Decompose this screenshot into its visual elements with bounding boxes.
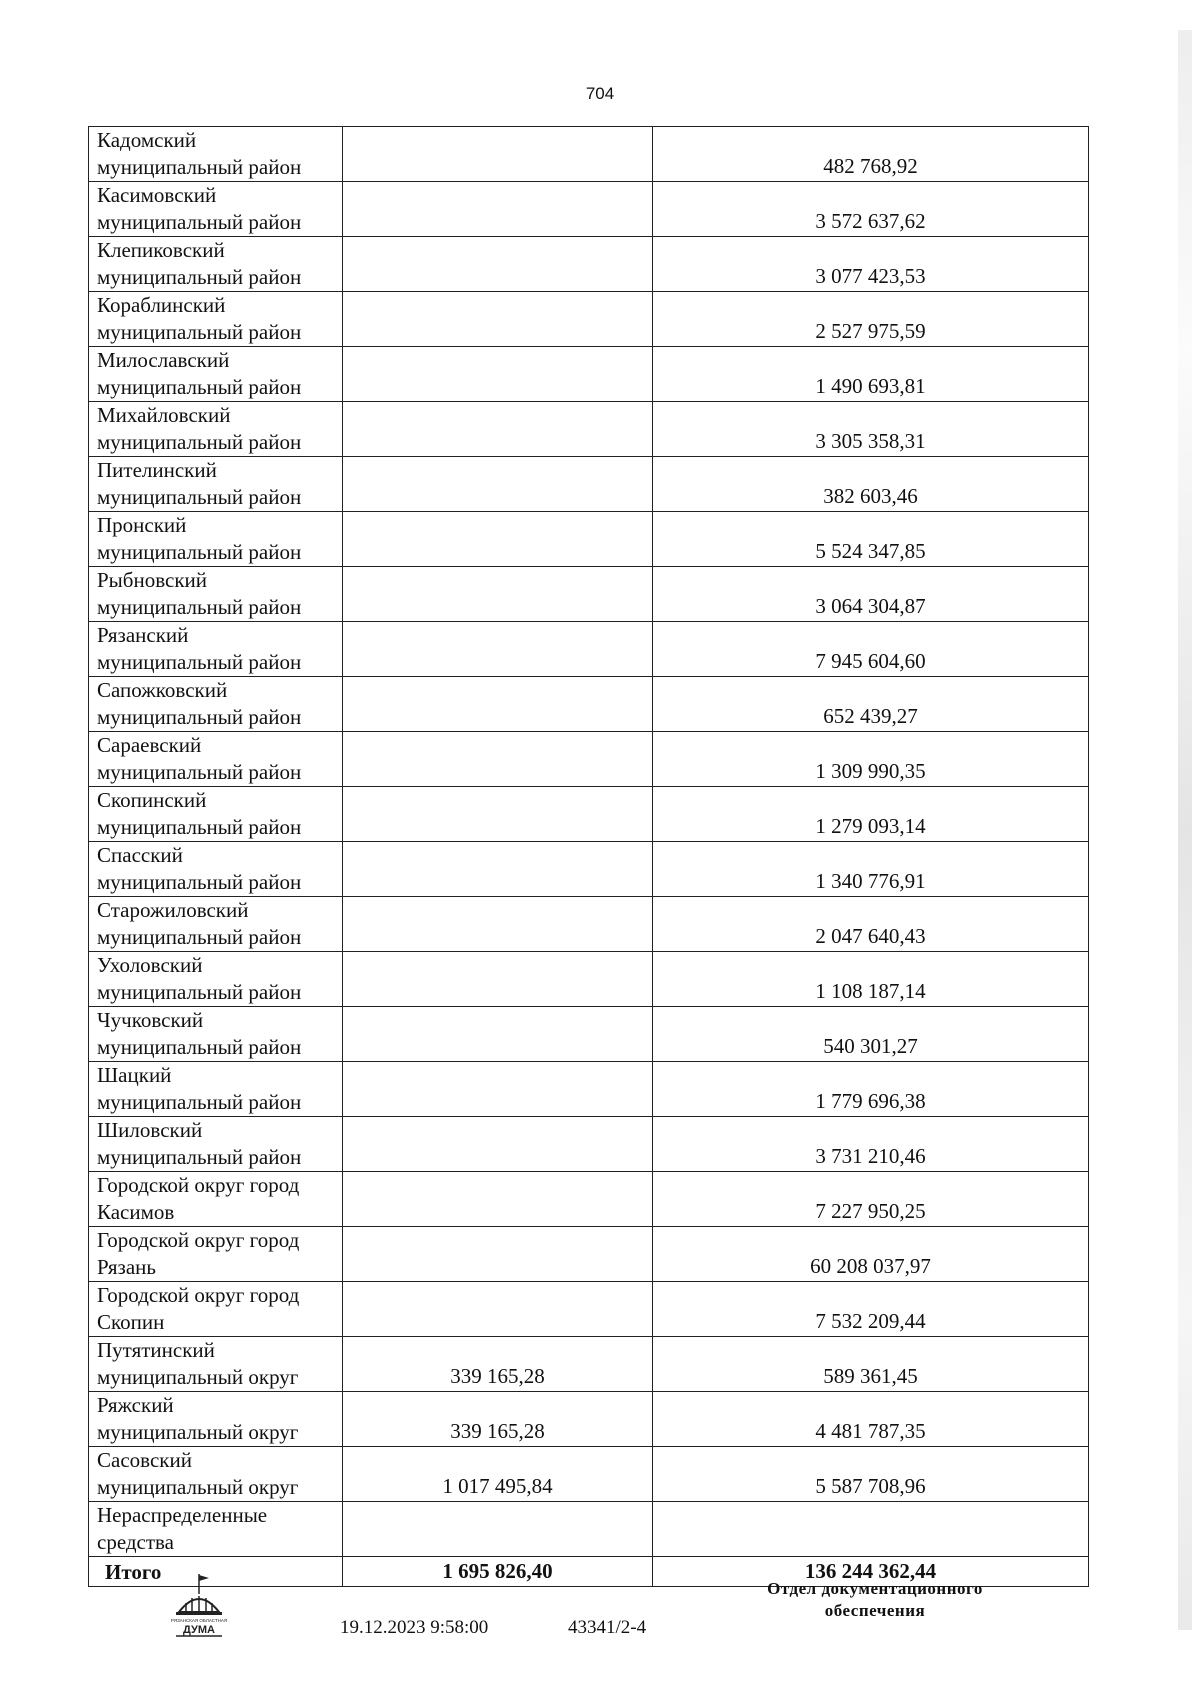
row-name xyxy=(89,237,343,292)
svg-text:ДУМА: ДУМА xyxy=(183,1624,215,1636)
footer-department-line: обеспечения xyxy=(824,1601,926,1620)
row-name-line: Рыбновский xyxy=(97,568,208,592)
row-name-line: средства xyxy=(97,1530,175,1554)
row-name-line: муниципальный район xyxy=(97,760,302,784)
row-value-1: 1 017 495,84 xyxy=(343,1447,653,1502)
row-name xyxy=(89,842,343,897)
row-value-2: 3 731 210,46 xyxy=(653,1117,1089,1172)
table-row xyxy=(89,402,1089,457)
row-value-2: 1 779 696,38 xyxy=(653,1062,1089,1117)
row-name xyxy=(89,292,343,347)
table-row xyxy=(89,1227,1089,1282)
row-value-1 xyxy=(343,127,653,182)
row-value-1 xyxy=(343,512,653,567)
row-value-2: 7 532 209,44 xyxy=(653,1282,1089,1337)
row-name xyxy=(89,787,343,842)
row-value-1 xyxy=(343,182,653,237)
row-value-1 xyxy=(343,567,653,622)
row-value-2: 7 945 604,60 xyxy=(653,622,1089,677)
footer-reg-number: 43341/2-4 xyxy=(568,1617,647,1638)
row-name xyxy=(89,457,343,512)
row-name xyxy=(89,402,343,457)
row-value-2: 4 481 787,35 xyxy=(653,1392,1089,1447)
table-row xyxy=(89,1007,1089,1062)
row-name-line: муниципальный район xyxy=(97,650,302,674)
row-name-line: муниципальный район xyxy=(97,430,302,454)
row-name xyxy=(89,127,343,182)
row-value-1 xyxy=(343,292,653,347)
row-name-line: муниципальный район xyxy=(97,705,302,729)
row-name xyxy=(89,1337,343,1392)
row-name-line: муниципальный район xyxy=(97,1145,302,1169)
row-name-line: муниципальный район xyxy=(97,980,302,1004)
row-name-line: муниципальный район xyxy=(97,155,302,179)
table-row xyxy=(89,347,1089,402)
row-name-line: Рязанский xyxy=(97,623,189,647)
total-value-2: 136 244 362,44 xyxy=(653,1557,1089,1587)
table-row xyxy=(89,1282,1089,1337)
row-value-2: 1 309 990,35 xyxy=(653,732,1089,787)
page-number: 704 xyxy=(585,84,615,103)
row-name-line: муниципальный район xyxy=(97,1090,302,1114)
row-name-line: Скопинский xyxy=(97,788,207,812)
row-name-line: муниципальный район xyxy=(97,265,302,289)
row-name-line: муниципальный район xyxy=(97,320,302,344)
row-value-1 xyxy=(343,1282,653,1337)
row-name-line: муниципальный район xyxy=(97,815,302,839)
row-value-2: 2 527 975,59 xyxy=(653,292,1089,347)
table-row xyxy=(89,237,1089,292)
table-row xyxy=(89,567,1089,622)
row-value-1 xyxy=(343,842,653,897)
row-value-1 xyxy=(343,1172,653,1227)
row-value-2: 1 340 776,91 xyxy=(653,842,1089,897)
row-value-1 xyxy=(343,622,653,677)
table-row xyxy=(89,1062,1089,1117)
row-name-line: Путятинский xyxy=(97,1338,215,1362)
total-value-1: 1 695 826,40 xyxy=(343,1557,653,1587)
row-value-1: 339 165,28 xyxy=(343,1337,653,1392)
row-value-2: 482 768,92 xyxy=(653,127,1089,182)
footer-department-line: Отдел документационного xyxy=(767,1579,983,1598)
row-value-2: 589 361,45 xyxy=(653,1337,1089,1392)
row-name-line: Кадомский xyxy=(97,128,197,152)
row-name xyxy=(89,567,343,622)
table-row xyxy=(89,1392,1089,1447)
row-name xyxy=(89,347,343,402)
row-value-1 xyxy=(343,952,653,1007)
svg-text:РЯЗАНСКАЯ ОБЛАСТНАЯ: РЯЗАНСКАЯ ОБЛАСТНАЯ xyxy=(170,1618,228,1623)
row-value-1 xyxy=(343,1502,653,1557)
row-name-line: Спасский xyxy=(97,843,183,867)
row-value-2: 5 524 347,85 xyxy=(653,512,1089,567)
table-row xyxy=(89,897,1089,952)
table-row xyxy=(89,182,1089,237)
row-value-2 xyxy=(653,1502,1089,1557)
row-name-line: Сасовский xyxy=(97,1448,192,1472)
row-name xyxy=(89,512,343,567)
total-label: Итого xyxy=(89,1557,343,1587)
row-name xyxy=(89,677,343,732)
row-name xyxy=(89,182,343,237)
row-name-line: Касимовский xyxy=(97,183,217,207)
row-name xyxy=(89,1117,343,1172)
row-name-line: муниципальный район xyxy=(97,210,302,234)
table-row xyxy=(89,1172,1089,1227)
row-name-line: Клепиковский xyxy=(97,238,225,262)
table-row xyxy=(89,842,1089,897)
row-value-1 xyxy=(343,1007,653,1062)
row-name xyxy=(89,1282,343,1337)
row-name xyxy=(89,1392,343,1447)
table-row xyxy=(89,677,1089,732)
row-value-1 xyxy=(343,732,653,787)
row-value-2: 652 439,27 xyxy=(653,677,1089,732)
table-row xyxy=(89,1447,1089,1502)
row-name xyxy=(89,1227,343,1282)
row-name xyxy=(89,1502,343,1557)
duma-emblem-icon xyxy=(170,1572,228,1638)
row-value-1: 339 165,28 xyxy=(343,1392,653,1447)
row-name-line: муниципальный округ xyxy=(97,1420,299,1444)
row-name-line: муниципальный район xyxy=(97,925,302,949)
row-value-2: 3 305 358,31 xyxy=(653,402,1089,457)
row-name-line: Старожиловский xyxy=(97,898,249,922)
row-name-line: муниципальный район xyxy=(97,485,302,509)
row-name-line: Пителинский xyxy=(97,458,217,482)
row-name-line: Кораблинский xyxy=(97,293,226,317)
row-name-line: Сапожковский xyxy=(97,678,228,702)
table-row xyxy=(89,127,1089,182)
row-name-line: Чучковский xyxy=(97,1008,204,1032)
row-value-1 xyxy=(343,1062,653,1117)
table-row xyxy=(89,1502,1089,1557)
row-value-2: 3 077 423,53 xyxy=(653,237,1089,292)
row-name-line: Касимов xyxy=(97,1200,175,1224)
row-name-line: Рязань xyxy=(97,1255,156,1279)
row-name-line: муниципальный округ xyxy=(97,1365,299,1389)
row-value-1 xyxy=(343,1117,653,1172)
row-name-line: муниципальный округ xyxy=(97,1475,299,1499)
row-name-line: муниципальный район xyxy=(97,540,302,564)
table-row xyxy=(89,732,1089,787)
row-name-line: Городской округ город xyxy=(97,1228,300,1252)
table-row xyxy=(89,512,1089,567)
budget-table xyxy=(88,126,1089,1587)
row-value-1 xyxy=(343,347,653,402)
row-value-2: 5 587 708,96 xyxy=(653,1447,1089,1502)
row-name xyxy=(89,1007,343,1062)
footer-datetime: 19.12.2023 9:58:00 xyxy=(340,1617,489,1638)
row-value-2: 382 603,46 xyxy=(653,457,1089,512)
row-name-line: Городской округ город xyxy=(97,1173,300,1197)
row-value-2: 7 227 950,25 xyxy=(653,1172,1089,1227)
table-row xyxy=(89,622,1089,677)
row-name-line: муниципальный район xyxy=(97,1035,302,1059)
row-name-line: Сараевский xyxy=(97,733,202,757)
row-name-line: Милославский xyxy=(97,348,230,372)
row-name xyxy=(89,1062,343,1117)
table-row xyxy=(89,292,1089,347)
row-name-line: Ухоловский xyxy=(97,953,203,977)
row-value-2: 1 108 187,14 xyxy=(653,952,1089,1007)
row-value-1 xyxy=(343,787,653,842)
scan-edge-shadow xyxy=(1178,30,1192,1630)
row-name xyxy=(89,1447,343,1502)
row-name xyxy=(89,897,343,952)
row-value-1 xyxy=(343,897,653,952)
table-row xyxy=(89,952,1089,1007)
row-name xyxy=(89,622,343,677)
row-name-line: муниципальный район xyxy=(97,595,302,619)
table-row xyxy=(89,1117,1089,1172)
row-name-line: Нераспределенные xyxy=(97,1503,268,1527)
row-value-2: 3 572 637,62 xyxy=(653,182,1089,237)
row-name xyxy=(89,952,343,1007)
row-name-line: Пронский xyxy=(97,513,187,537)
row-value-1 xyxy=(343,402,653,457)
row-name-line: Скопин xyxy=(97,1310,165,1334)
row-value-1 xyxy=(343,677,653,732)
row-name-line: Михайловский xyxy=(97,403,231,427)
row-name-line: Шиловский xyxy=(97,1118,203,1142)
table-row xyxy=(89,1337,1089,1392)
footer-department xyxy=(715,1578,1035,1622)
row-value-1 xyxy=(343,457,653,512)
row-name-line: муниципальный район xyxy=(97,375,302,399)
row-name xyxy=(89,732,343,787)
row-value-2: 1 490 693,81 xyxy=(653,347,1089,402)
row-name-line: Ряжский xyxy=(97,1393,174,1417)
row-name-line: муниципальный район xyxy=(97,870,302,894)
row-name xyxy=(89,1172,343,1227)
row-name-line: Шацкий xyxy=(97,1063,172,1087)
row-value-2: 540 301,27 xyxy=(653,1007,1089,1062)
row-value-1 xyxy=(343,1227,653,1282)
row-value-2: 3 064 304,87 xyxy=(653,567,1089,622)
row-value-2: 2 047 640,43 xyxy=(653,897,1089,952)
row-value-2: 60 208 037,97 xyxy=(653,1227,1089,1282)
row-value-1 xyxy=(343,237,653,292)
table-row xyxy=(89,787,1089,842)
row-value-2: 1 279 093,14 xyxy=(653,787,1089,842)
row-name-line: Городской округ город xyxy=(97,1283,300,1307)
table-row xyxy=(89,457,1089,512)
